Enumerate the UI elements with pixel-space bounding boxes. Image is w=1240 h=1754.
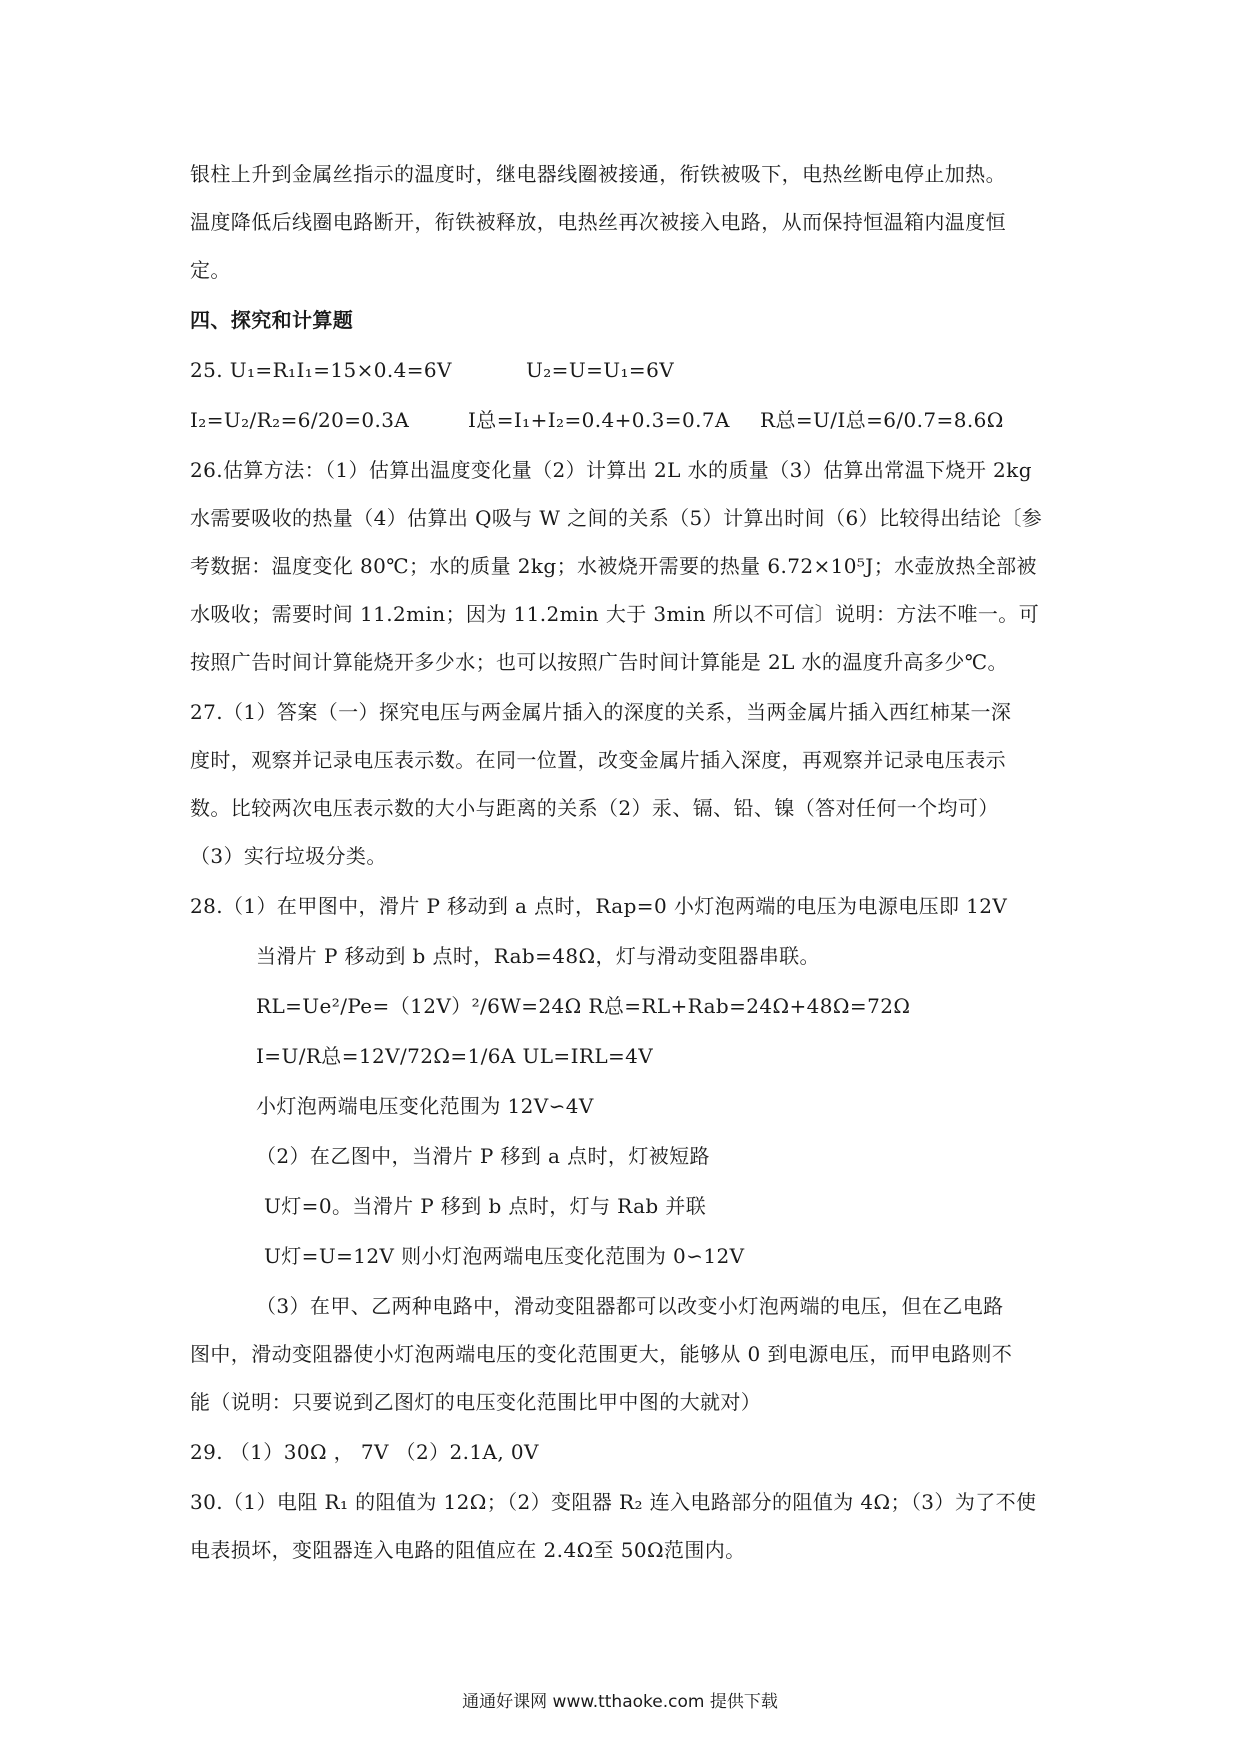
answer-25-line: I总=I₁+I₂=0.4+0.3=0.7A (468, 408, 730, 432)
answer-28-line: U灯=0。当滑片 P 移到 b 点时，灯与 Rab 并联 (264, 1194, 707, 1218)
answer-28-line: 图中，滑动变阻器使小灯泡两端电压的变化范围更大，能够从 0 到电源电压，而甲电路则不 (190, 1342, 1013, 1366)
answer-26-line: 按照广告时间计算能烧开多少水；也可以按照广告时间计算能是 2L 水的温度升高多少℃。 (190, 650, 1008, 674)
answer-27-line: 27.（1）答案（一）探究电压与两金属片插入的深度的关系，当两金属片插入西红柿某一深 (190, 700, 1012, 724)
answer-28-line: U灯=U=12V 则小灯泡两端电压变化范围为 0∽12V (264, 1244, 745, 1268)
answer-25-line: R总=U/I总=6/0.7=8.6Ω (760, 408, 1004, 432)
answer-30-line: 30.（1）电阻 R₁ 的阻值为 12Ω；（2）变阻器 R₂ 连入电路部分的阻值为 4Ω；（3）为了不使 (190, 1490, 1037, 1514)
text-line: 定。 (190, 258, 231, 282)
answer-27-line: （3）实行垃圾分类。 (190, 844, 387, 868)
text-line: 温度降低后线圈电路断开，衔铁被释放，电热丝再次被接入电路，从而保持恒温箱内温度恒 (190, 210, 1006, 234)
answer-30-line: 电表损坏，变阻器连入电路的阻值应在 2.4Ω至 50Ω范围内。 (190, 1538, 746, 1562)
answer-28-line: RL=Ue²/Pe=（12V）²/6W=24Ω R总=RL+Rab=24Ω+48Ω=72Ω (256, 994, 911, 1018)
answer-28-line: I=U/R总=12V/72Ω=1/6A UL=IRL=4V (256, 1044, 654, 1068)
answer-28-line: 能（说明：只要说到乙图灯的电压变化范围比甲中图的大就对） (190, 1390, 762, 1414)
answer-28-line: 小灯泡两端电压变化范围为 12V∽4V (256, 1094, 594, 1118)
answer-27-line: 数。比较两次电压表示数的大小与距离的关系（2）汞、镉、铅、镍（答对任何一个均可） (190, 796, 999, 820)
answer-28-line: （3）在甲、乙两种电路中，滑动变阻器都可以改变小灯泡两端的电压，但在乙电路 (256, 1294, 1004, 1318)
answer-25-line: I₂=U₂/R₂=6/20=0.3A (190, 408, 410, 432)
section-heading: 四、探究和计算题 (190, 308, 354, 332)
answer-26-line: 水吸收；需要时间 11.2min；因为 11.2min 大于 3min 所以不可信〕说明：方法不唯一。可 (190, 602, 1040, 626)
answer-25-line: 25. U₁=R₁I₁=15×0.4=6V (190, 358, 452, 382)
page-footer: 通通好课网 www.tthaoke.com 提供下载 (462, 1692, 778, 1712)
answer-27-line: 度时，观察并记录电压表示数。在同一位置，改变金属片插入深度，再观察并记录电压表示 (190, 748, 1006, 772)
answer-26-line: 水需要吸收的热量（4）估算出 Q吸与 W 之间的关系（5）计算出时间（6）比较得出结论〔参 (190, 506, 1043, 530)
answer-28-line: 当滑片 P 移动到 b 点时，Rab=48Ω，灯与滑动变阻器串联。 (256, 944, 820, 968)
answer-25-line: U₂=U=U₁=6V (526, 358, 675, 382)
answer-28-line: （2）在乙图中，当滑片 P 移到 a 点时，灯被短路 (256, 1144, 710, 1168)
text-line: 银柱上升到金属丝指示的温度时，继电器线圈被接通，衔铁被吸下，电热丝断电停止加热。 (190, 162, 1006, 186)
answer-28-line: 28.（1）在甲图中，滑片 P 移动到 a 点时，Rap=0 小灯泡两端的电压为电源电压即 12V (190, 894, 1008, 918)
answer-26-line: 考数据：温度变化 80℃；水的质量 2kg；水被烧开需要的热量 6.72×10⁵J；水壶放热全部被 (190, 554, 1037, 578)
answer-29-line: 29. （1）30Ω ， 7V （2）2.1A, 0V (190, 1440, 539, 1464)
answer-26-line: 26.估算方法：（1）估算出温度变化量（2）计算出 2L 水的质量（3）估算出常温下烧开 2kg (190, 458, 1032, 482)
